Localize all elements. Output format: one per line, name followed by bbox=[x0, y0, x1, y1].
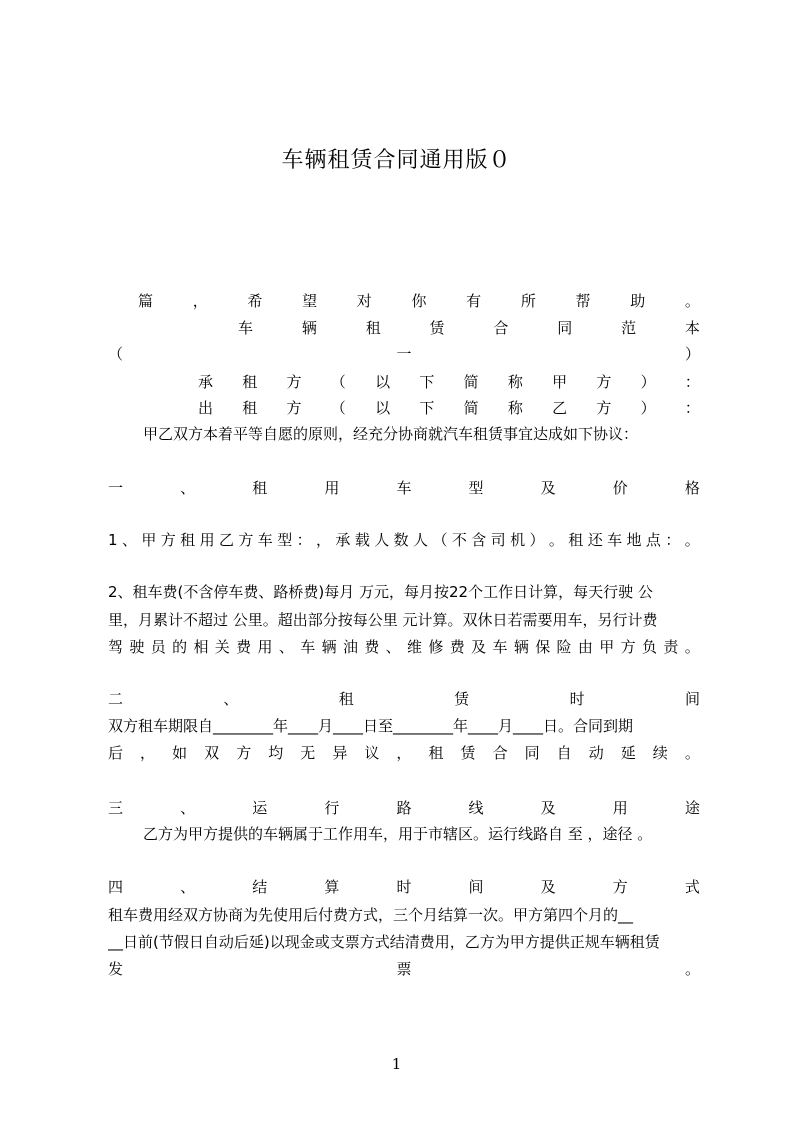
text-char: 。 bbox=[684, 744, 700, 762]
text-char: 以 bbox=[375, 373, 391, 391]
text-char: 自 bbox=[556, 744, 572, 762]
text-char: ） bbox=[684, 345, 700, 363]
page-number: 1 bbox=[391, 1055, 402, 1073]
party-b-line bbox=[198, 395, 700, 421]
text-char: 及 bbox=[471, 638, 487, 656]
text-char: 时 bbox=[396, 878, 412, 896]
text-char: 方 bbox=[286, 399, 302, 417]
template-number-line bbox=[108, 341, 700, 367]
text-char: 。 bbox=[684, 960, 700, 978]
text-char: 后 bbox=[108, 744, 124, 762]
text-char: 途 bbox=[684, 799, 700, 817]
text-char: 以 bbox=[375, 399, 391, 417]
text-char: 路 bbox=[396, 799, 412, 817]
text-char: 维 bbox=[407, 638, 423, 656]
text-char: 四 bbox=[108, 878, 124, 896]
text-char: 费 bbox=[364, 638, 380, 656]
preamble-line: 甲乙双方本着平等自愿的原则，经充分协商就汽车租赁事宜达成如下协议： bbox=[143, 425, 639, 443]
text-char: 载 bbox=[354, 531, 370, 549]
text-char: ， bbox=[396, 744, 412, 762]
text-char: ） bbox=[640, 399, 656, 417]
text-char: 、 bbox=[278, 638, 294, 656]
text-char: 合 bbox=[492, 744, 508, 762]
text-char: 、 bbox=[223, 690, 239, 708]
text-char: ： bbox=[684, 373, 700, 391]
text-char: 下 bbox=[419, 399, 435, 417]
text-char: 范 bbox=[621, 319, 637, 337]
text-char: 望 bbox=[302, 292, 318, 310]
text-char: 乙 bbox=[552, 399, 568, 417]
text-char: 异 bbox=[332, 744, 348, 762]
text-char: 车 bbox=[238, 319, 254, 337]
text-char: 简 bbox=[463, 373, 479, 391]
text-char: 由 bbox=[577, 638, 593, 656]
text-char: 式 bbox=[684, 878, 700, 896]
text-char: 租 bbox=[568, 531, 584, 549]
text-char: 方 bbox=[612, 878, 628, 896]
text-char: 修 bbox=[428, 638, 444, 656]
text-char: 方 bbox=[236, 744, 252, 762]
intro-line bbox=[138, 288, 700, 314]
text-char: 、 bbox=[180, 479, 196, 497]
template-name-line bbox=[238, 315, 700, 341]
section-2-line-2 bbox=[108, 740, 700, 766]
text-char: 租 bbox=[428, 744, 444, 762]
text-char: 如 bbox=[172, 744, 188, 762]
text-char: 一 bbox=[396, 345, 412, 363]
text-char: 及 bbox=[540, 799, 556, 817]
text-char: 发 bbox=[108, 960, 124, 978]
section-2-heading bbox=[108, 686, 700, 712]
text-char: 称 bbox=[507, 399, 523, 417]
text-char: （ bbox=[330, 399, 346, 417]
text-char: 租 bbox=[242, 373, 258, 391]
text-char: 。 bbox=[684, 531, 700, 549]
text-char: 票 bbox=[396, 960, 412, 978]
text-char: 租 bbox=[252, 479, 268, 497]
text-char: 二 bbox=[108, 690, 124, 708]
text-char: 费 bbox=[236, 638, 252, 656]
text-char: 辆 bbox=[301, 319, 317, 337]
text-char: 租 bbox=[180, 531, 196, 549]
text-char: 承 bbox=[335, 531, 351, 549]
text-char: 甲 bbox=[599, 638, 615, 656]
section-1-heading bbox=[108, 475, 700, 501]
text-char: 1 bbox=[108, 531, 118, 549]
text-char: 有 bbox=[466, 292, 482, 310]
text-char: ： bbox=[296, 531, 312, 549]
text-char: 油 bbox=[342, 638, 358, 656]
text-char: 结 bbox=[252, 878, 268, 896]
text-char: 本 bbox=[684, 319, 700, 337]
text-char: 希 bbox=[247, 292, 263, 310]
text-char: 下 bbox=[419, 373, 435, 391]
text-char: ） bbox=[640, 373, 656, 391]
text-char: 方 bbox=[596, 399, 612, 417]
text-char: 车 bbox=[257, 531, 273, 549]
text-char: （ bbox=[108, 345, 124, 363]
text-char: 助 bbox=[630, 292, 646, 310]
party-a-line bbox=[198, 369, 700, 395]
text-char: 关 bbox=[214, 638, 230, 656]
text-char: 用 bbox=[612, 799, 628, 817]
text-char: 赁 bbox=[454, 690, 470, 708]
text-char: 租 bbox=[338, 690, 354, 708]
text-char: 驾 bbox=[108, 638, 124, 656]
text-char: 运 bbox=[252, 799, 268, 817]
text-char: 。 bbox=[684, 292, 700, 310]
text-char: 数 bbox=[393, 531, 409, 549]
text-char: 行 bbox=[324, 799, 340, 817]
text-char: 。 bbox=[548, 531, 564, 549]
text-char: 。 bbox=[684, 638, 700, 656]
text-char: 方 bbox=[238, 531, 254, 549]
text-char: 同 bbox=[557, 319, 573, 337]
text-char: 时 bbox=[569, 690, 585, 708]
text-char: 间 bbox=[468, 878, 484, 896]
document-title: 车辆租赁合同通用版０ bbox=[281, 148, 512, 173]
text-char: 保 bbox=[535, 638, 551, 656]
text-char: 员 bbox=[150, 638, 166, 656]
section-2-line-1: 双方租车期限自________年____月____日至________年____月____日。合同到期 bbox=[108, 717, 634, 735]
text-char: 车 bbox=[300, 638, 316, 656]
text-char: 无 bbox=[300, 744, 316, 762]
text-char: 续 bbox=[652, 744, 668, 762]
text-char: 用 bbox=[257, 638, 273, 656]
text-char: 的 bbox=[172, 638, 188, 656]
text-char: 双 bbox=[204, 744, 220, 762]
text-char: 简 bbox=[463, 399, 479, 417]
section-3-heading bbox=[108, 795, 700, 821]
section-4-line-1: 租车费用经双方协商为先使用后付费方式，三个月结算一次。甲方第四个月的__ bbox=[108, 906, 634, 924]
text-char: 及 bbox=[540, 878, 556, 896]
text-char: 方 bbox=[160, 531, 176, 549]
section-3-line-1: 乙方为甲方提供的车辆属于工作用车，用于市辖区。运行线路自 至 ，途径 。 bbox=[143, 825, 653, 843]
text-char: 出 bbox=[198, 399, 214, 417]
text-char: 地 bbox=[626, 531, 642, 549]
text-char: ： bbox=[665, 531, 681, 549]
text-char: 型 bbox=[277, 531, 293, 549]
text-char: 租 bbox=[242, 399, 258, 417]
text-char: 方 bbox=[286, 373, 302, 391]
text-char: 动 bbox=[588, 744, 604, 762]
section-1-item-2-line-2: 里，月累计不超过 公里。超出部分按每公里 元计算。双休日若需要用车，另行计费 bbox=[108, 611, 658, 629]
text-char: 三 bbox=[108, 799, 124, 817]
text-char: 、 bbox=[180, 799, 196, 817]
text-char: 、 bbox=[385, 638, 401, 656]
text-char: 一 bbox=[108, 479, 124, 497]
text-char: 车 bbox=[607, 531, 623, 549]
text-char: 用 bbox=[324, 479, 340, 497]
text-char: 合 bbox=[493, 319, 509, 337]
text-char: 甲 bbox=[141, 531, 157, 549]
text-char: 不 bbox=[451, 531, 467, 549]
text-char: 用 bbox=[199, 531, 215, 549]
section-1-item-1 bbox=[108, 527, 700, 553]
text-char: 同 bbox=[524, 744, 540, 762]
text-char: 赁 bbox=[460, 744, 476, 762]
text-char: 、 bbox=[121, 531, 137, 549]
section-1-item-2-line-3 bbox=[108, 634, 700, 660]
text-char: 租 bbox=[365, 319, 381, 337]
text-char: ： bbox=[684, 399, 700, 417]
text-char: 甲 bbox=[552, 373, 568, 391]
text-char: 型 bbox=[468, 479, 484, 497]
text-char: 、 bbox=[180, 878, 196, 896]
section-1-item-2-line-1: 2、租车费(不含停车费、路桥费)每月 万元，每月按22个工作日计算，每天行驶 公 bbox=[108, 583, 653, 601]
text-char: 责 bbox=[663, 638, 679, 656]
text-char: 你 bbox=[411, 292, 427, 310]
text-char: 延 bbox=[620, 744, 636, 762]
section-4-heading bbox=[108, 874, 700, 900]
section-4-line-3 bbox=[108, 956, 700, 982]
text-char: 方 bbox=[596, 373, 612, 391]
text-char: （ bbox=[432, 531, 448, 549]
text-char: 间 bbox=[684, 690, 700, 708]
text-char: 含 bbox=[471, 531, 487, 549]
text-char: 辆 bbox=[513, 638, 529, 656]
text-char: ） bbox=[529, 531, 545, 549]
text-char: 方 bbox=[620, 638, 636, 656]
text-char: 人 bbox=[374, 531, 390, 549]
text-char: ， bbox=[192, 292, 208, 310]
text-char: 格 bbox=[684, 479, 700, 497]
text-char: 算 bbox=[324, 878, 340, 896]
text-char: 线 bbox=[468, 799, 484, 817]
text-char: 车 bbox=[492, 638, 508, 656]
text-char: 对 bbox=[356, 292, 372, 310]
text-char: 承 bbox=[198, 373, 214, 391]
text-char: 均 bbox=[268, 744, 284, 762]
text-char: 车 bbox=[396, 479, 412, 497]
text-char: ， bbox=[316, 531, 332, 549]
text-char: 险 bbox=[556, 638, 572, 656]
text-char: 辆 bbox=[321, 638, 337, 656]
text-char: 乙 bbox=[218, 531, 234, 549]
text-char: 人 bbox=[413, 531, 429, 549]
text-char: 还 bbox=[587, 531, 603, 549]
text-char: 赁 bbox=[429, 319, 445, 337]
text-char: 所 bbox=[520, 292, 536, 310]
text-char: 议 bbox=[364, 744, 380, 762]
text-char: 机 bbox=[510, 531, 526, 549]
text-char: 点 bbox=[645, 531, 661, 549]
text-char: 称 bbox=[507, 373, 523, 391]
text-char: 相 bbox=[193, 638, 209, 656]
text-char: 篇 bbox=[138, 292, 154, 310]
text-char: （ bbox=[330, 373, 346, 391]
text-char: 负 bbox=[641, 638, 657, 656]
text-char: 帮 bbox=[575, 292, 591, 310]
text-char: 价 bbox=[612, 479, 628, 497]
text-char: 费 bbox=[449, 638, 465, 656]
text-char: 及 bbox=[540, 479, 556, 497]
text-char: ， bbox=[140, 744, 156, 762]
text-char: 驶 bbox=[129, 638, 145, 656]
section-4-line-2: __日前(节假日自动后延)以现金或支票方式结清费用，乙方为甲方提供正规车辆租赁 bbox=[108, 933, 660, 951]
text-char: 司 bbox=[490, 531, 506, 549]
